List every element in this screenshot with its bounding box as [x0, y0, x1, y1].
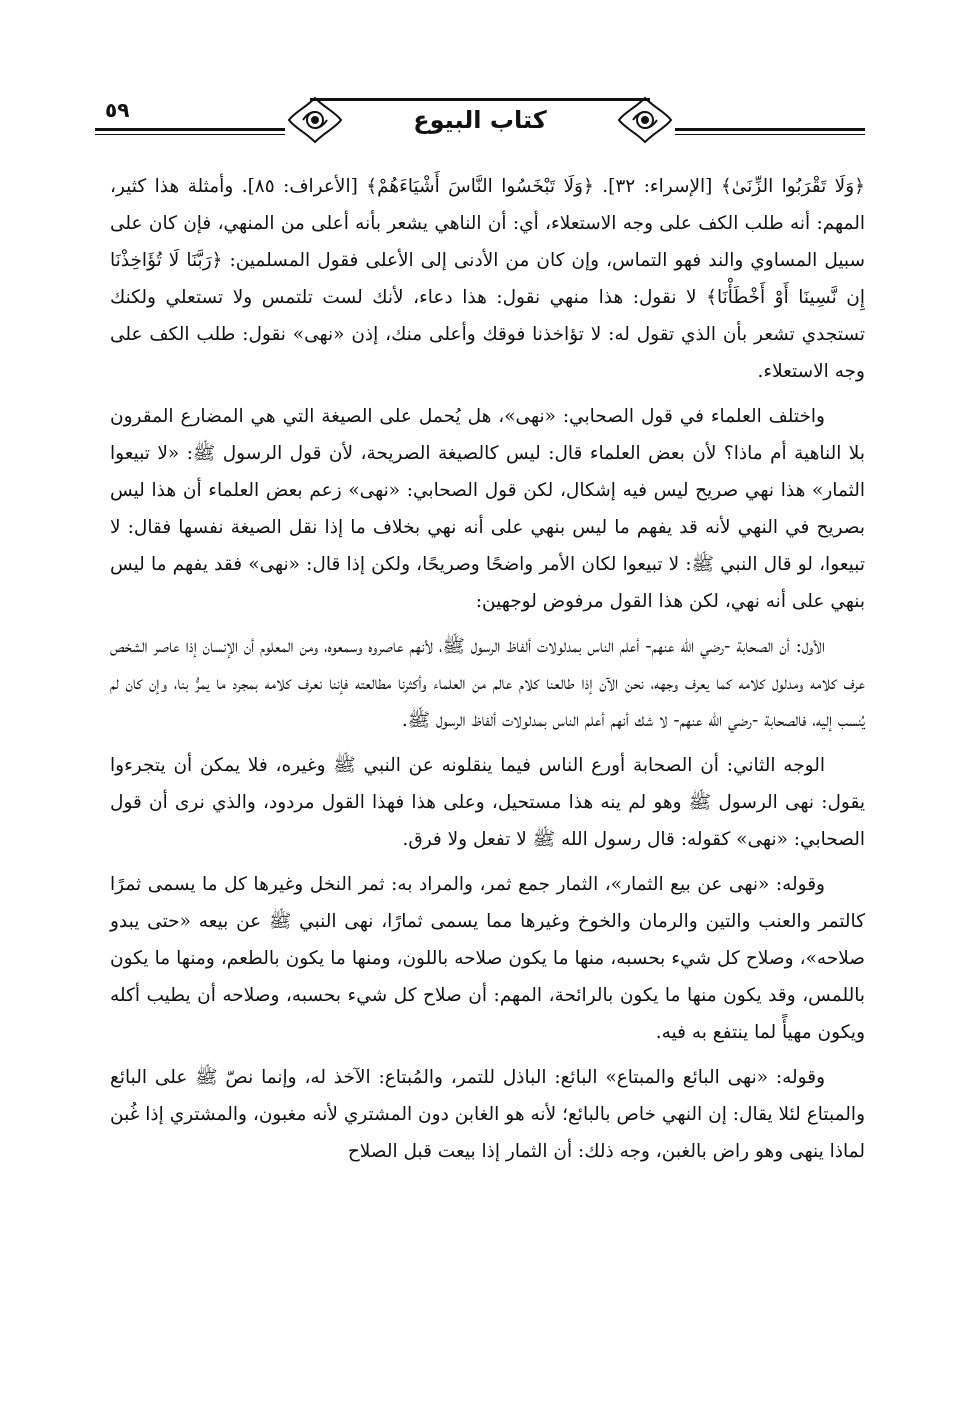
chapter-title: كتاب البيوع	[413, 106, 547, 134]
header-left-rule-thin	[95, 134, 285, 135]
body-text	[110, 168, 865, 1178]
header-top-rule	[310, 98, 650, 101]
paragraph: ﴿وَلَا تَقْرَبُوا الزِّنَىٰ﴾ [الإسراء: ٣٢]. ﴿وَلَا تَبْخَسُوا النَّاسَ أَشْيَاءَهُمْ﴾ [الأعراف: ٨٥]. وأمثلة هذا كثير، المهم: أنه طلب الكف على وجه الاستعلاء، أي: أن الناهي يشعر بأنه أعلى من المنهي، فإن كان على سبيل المساوي والند فهو التماس، وإن كان من الأدنى إلى الأعلى فقول المسلمين: ﴿رَبَّنَا لَا تُؤَاخِذْنَا إِن نَّسِينَا أَوْ أَخْطَأْنَا﴾ لا نقول: هذا منهي نقول: هذا دعاء، لأنك لست تلتمس ولا تستعلي ولكنك تستجدي تشعر بأن الذي تقول له: لا تؤاخذنا فوقك وأعلى منك، إذن «نهى» نقول: طلب الكف على وجه الاستعلاء.	[110, 176, 865, 382]
page-header	[95, 92, 865, 154]
paragraph: وقوله: «نهى البائع والمبتاع» البائع: الباذل للتمر، والمُبتاع: الآخذ له، وإنما نصّ ﷺ على البائع والمبتاع لئلا يقال: إن النهي خاص بالبائع؛ لأنه هو الغابن دون المشتري لأنه مغبون، والمشتري إذا غُبن لماذا ينهى وهو راض بالغبن، وجه ذلك: أن الثمار إذا بيعت قبل الصلاح	[110, 1067, 865, 1162]
header-right-rule-thin	[675, 134, 865, 135]
ornament-right-icon	[615, 94, 675, 146]
paragraph: وقوله: «نهى عن بيع الثمار»، الثمار جمع ثمر، والمراد به: ثمر النخل وغيرها كل ما يسمى ثمرًا كالتمر والعنب والتين والرمان والخوخ وغيرها مما يسمى ثمارًا، نهى النبي ﷺ عن بيعه «حتى يبدو صلاحه»، وصلاح كل شيء بحسبه، منها ما يكون صلاحه باللون، ومنها ما يكون بالطعم، ومنها ما يكون باللمس، وقد يكون منها ما يكون بالرائحة، المهم: أن صلاح كل شيء بحسبه، وصلاحه أن يطيب أكله ويكون مهيأً لما ينتفع به فيه.	[110, 874, 865, 1043]
page-number: ٥٩	[105, 98, 130, 122]
paragraph: الوجه الثاني: أن الصحابة أورع الناس فيما ينقلونه عن النبي ﷺ وغيره، فلا يمكن أن يتجرءوا يقول: نهى الرسول ﷺ وهو لم ينه هذا مستحيل، وعلى هذا فهذا القول مردود، والذي نرى أن قول الصحابي: «نهى» كقوله: قال رسول الله ﷺ لا تفعل ولا فرق.	[110, 755, 865, 850]
header-left-rule	[95, 128, 285, 131]
paragraph: الأول: أن الصحابة -رضي الله عنهم- أعلم الناس بمدلولات ألفاظ الرسول ﷺ، لأنهم عاصروه وسمعوه، ومن المعلوم أن الإنسان إذا عاصر الشخص عرف كلامه ومدلول كلامه كما يعرف وجهه، نحن الآن إذا طالعنا كلام عالم من العلماء وأكثرنا مطالعته فإننا نعرف كلامه بمجرد ما يمرُّ بنا، وإن كان لم يُنسب إليه، فالصحابة -رضي الله عنهم- لا شك أنهم أعلم الناس بمدلولات ألفاظ الرسول ﷺ.	[110, 636, 865, 731]
paragraph: واختلف العلماء في قول الصحابي: «نهى»، هل يُحمل على الصيغة التي هي المضارع المقرون بلا الناهية أم ماذا؟ لأن بعض العلماء قال: ليس كالصيغة الصريحة، لأن قول الرسول ﷺ: «لا تبيعوا الثمار» هذا نهي صريح ليس فيه إشكال، لكن قول الصحابي: «نهى» زعم بعض العلماء أن هذا ليس بصريح في النهي لأنه قد يفهم ما ليس بنهي على أنه نهي بخلاف ما إذا نقل الصيغة نفسها فقال: لا تبيعوا، لو قال النبي ﷺ: لا تبيعوا لكان الأمر واضحًا وصريحًا، ولكن إذا قال: «نهى» فقد يفهم ما ليس بنهي على أنه نهي، لكن هذا القول مرفوض لوجهين:	[110, 406, 865, 612]
header-right-rule	[675, 128, 865, 131]
ornament-left-icon	[285, 94, 345, 146]
